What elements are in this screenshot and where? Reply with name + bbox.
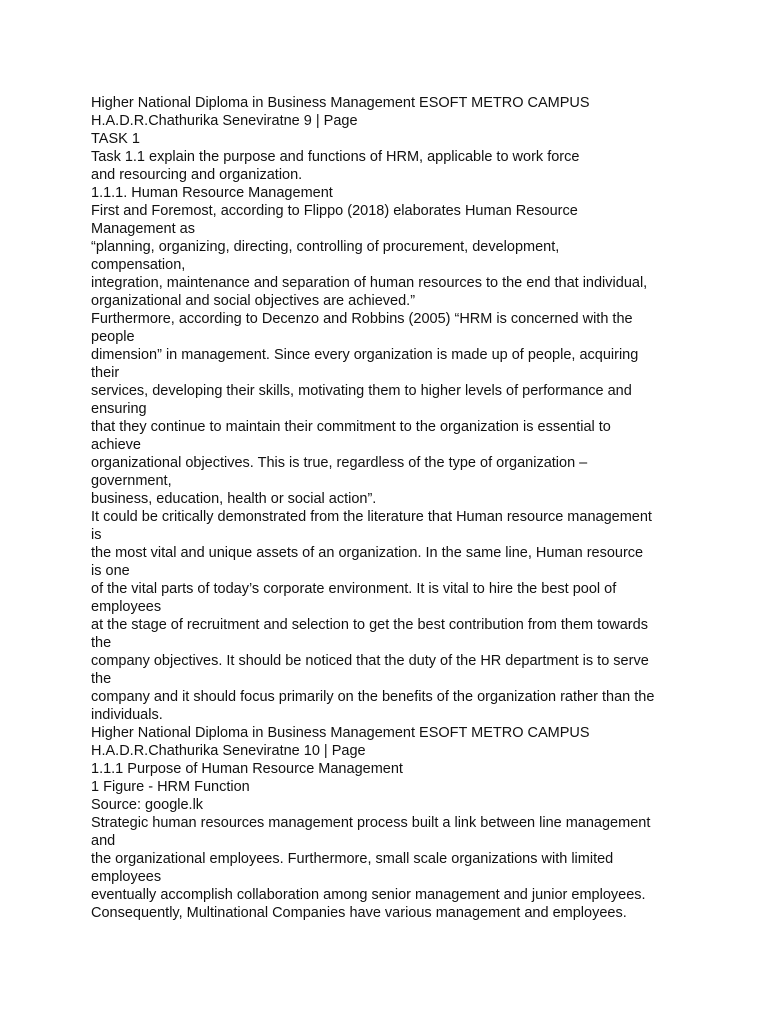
body-text-line: organizational and social objectives are achieved.” (91, 293, 416, 309)
body-text-line: the (91, 635, 112, 651)
body-text-line: the (91, 671, 112, 687)
body-text-line: individuals. (91, 707, 163, 723)
body-text-line: at the stage of recruitment and selection to get the best contribution from them towards (91, 617, 648, 633)
body-text-line: government, (91, 473, 172, 489)
body-text-line: is one (91, 563, 130, 579)
task-heading: TASK 1 (91, 131, 140, 147)
body-text-line: the most vital and unique assets of an organization. In the same line, Human resource (91, 545, 644, 561)
body-text-line: company objectives. It should be noticed that the duty of the HR department is to serve (91, 653, 649, 669)
figure-source: Source: google.lk (91, 797, 204, 813)
body-text-line: First and Foremost, according to Flippo (2018) elaborates Human Resource (91, 203, 578, 219)
body-text-line: of the vital parts of today’s corporate environment. It is vital to hire the best pool of (91, 581, 617, 597)
body-text-line: ensuring (91, 401, 147, 417)
body-text-line: business, education, health or social action”. (91, 491, 377, 507)
body-text-line: employees (91, 599, 162, 615)
page-number-line: H.A.D.R.Chathurika Seneviratne 10 | Page (91, 743, 366, 759)
body-text-line: eventually accomplish collaboration among senior management and junior employees. (91, 887, 646, 903)
task-description-line: Task 1.1 explain the purpose and functions of HRM, applicable to work force (91, 149, 580, 165)
body-text-line: Management as (91, 221, 195, 237)
body-text-line: Consequently, Multinational Companies have various management and employees. (91, 905, 627, 921)
body-text-line: is (91, 527, 102, 543)
body-text-line: employees (91, 869, 162, 885)
header-line: Higher National Diploma in Business Management ESOFT METRO CAMPUS (91, 725, 590, 741)
section-heading: 1.1.1 Purpose of Human Resource Management (91, 761, 403, 777)
body-text-line: company and it should focus primarily on the benefits of the organization rather than the (91, 689, 655, 705)
document-text (91, 94, 691, 922)
body-text-line: dimension” in management. Since every organization is made up of people, acquiring (91, 347, 639, 363)
figure-caption: 1 Figure - HRM Function (91, 779, 250, 795)
body-text-line: achieve (91, 437, 141, 453)
page-number-line: H.A.D.R.Chathurika Seneviratne 9 | Page (91, 113, 358, 129)
task-description-line: and resourcing and organization. (91, 167, 303, 183)
body-text-line: people (91, 329, 135, 345)
body-text-line: their (91, 365, 120, 381)
header-line: Higher National Diploma in Business Management ESOFT METRO CAMPUS (91, 95, 590, 111)
body-text-line: “planning, organizing, directing, controlling of procurement, development, (91, 239, 560, 255)
body-text-line: compensation, (91, 257, 186, 273)
body-text-line: organizational objectives. This is true, regardless of the type of organization – (91, 455, 588, 471)
body-text-line: It could be critically demonstrated from the literature that Human resource management (91, 509, 652, 525)
body-text-line: that they continue to maintain their commitment to the organization is essential to (91, 419, 611, 435)
body-text-line: Strategic human resources management process built a link between line management (91, 815, 651, 831)
body-text-line: and (91, 833, 116, 849)
body-text-line: services, developing their skills, motivating them to higher levels of performance and (91, 383, 632, 399)
body-text-line: Furthermore, according to Decenzo and Robbins (2005) “HRM is concerned with the (91, 311, 633, 327)
body-text-line: the organizational employees. Furthermore, small scale organizations with limited (91, 851, 614, 867)
body-text-line: integration, maintenance and separation of human resources to the end that individual, (91, 275, 648, 291)
section-heading: 1.1.1. Human Resource Management (91, 185, 333, 201)
